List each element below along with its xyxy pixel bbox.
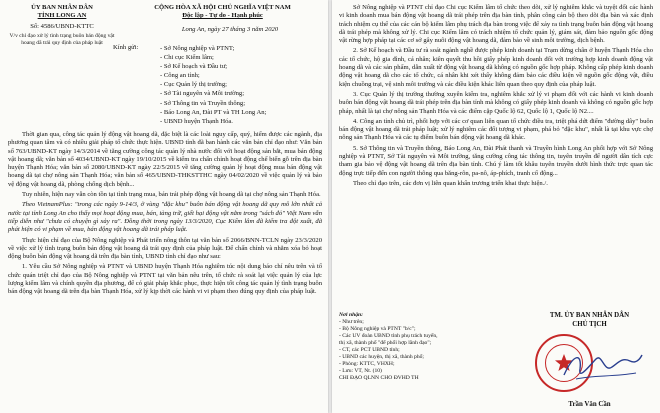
signature-role1: TM. ỦY BAN NHÂN DÂN	[549, 312, 630, 319]
date-line: Long An, ngày 27 tháng 3 năm 2020	[181, 26, 279, 33]
body-paragraph: Thực hiện chỉ đạo của Bộ Nông nghiệp và Phát triển nông thôn tại văn bản số 2066/BNN-TCLN ngày 23/3/2020 về việc xử lý tình trạng buôn bán động vật hoang dã trái quy định của pháp luật. Để chấn chỉnh và nhằm xóa bỏ hoạt động buôn bán động vật hoang dã trên địa bàn tỉnh, UBND tỉnh chỉ đạo như sau:	[8, 236, 322, 261]
nation-line2: Độc lập - Tự do - Hạnh phúc	[182, 12, 263, 20]
recipient-item: - Cục Quản lý thị trường;	[160, 81, 227, 89]
body-paragraph: 1. Yêu cầu Sở Nông nghiệp và PTNT và UBND huyện Thạnh Hóa nghiêm túc nội dung báo chí nêu trên và tổ chức quán triệt chỉ đạo của Bộ Nông nghiệp và PTNT tại văn bản nêu trên, tổ chức rà soát lại việc quản lý của lực lượng kiểm lâm và chính quyền địa phương, để có giải pháp khắc phục, thực hiện tốt công tác quản lý tình trạng buôn bán động vật hoang dã trên địa bàn Thạnh Hóa, xử lý kịp thời các hành vi vi phạm theo đúng quy định của pháp luật.	[8, 263, 322, 296]
distribution-item: - CT, các PCT UBND tỉnh;	[339, 347, 400, 353]
recipients-list	[160, 44, 325, 126]
distribution-item: - UBND các huyện, thị xã, thành phố;	[339, 354, 424, 360]
recipient-item: - Sở Thông tin và Truyền thông;	[160, 99, 246, 107]
recipient-item: - Báo Long An, Đài PT và TH Long An;	[160, 108, 267, 116]
org-name-line1: ỦY BAN NHÂN DÂN	[31, 4, 93, 11]
distribution-item: - Lưu: VT, Nt. (10)	[339, 368, 382, 374]
body-paragraph: 4. Công an tỉnh chủ trì, phối hợp với các cơ quan liên quan tổ chức điều tra, triệt phá dứt điểm "đường dây" buôn bán động vật hoang dã trái pháp luật; xử lý nghiêm các đối tượng vi phạm, phá bỏ "đặc khu", nhất là tại khu vực chợ nông sản Thạnh Hóa và các tụ điểm buôn bán động vật hoang dã khác.	[339, 117, 653, 142]
body-paragraph: 5. Sở Thông tin và Truyền thông, Báo Long An, Đài Phát thanh và Truyền hình Long An phối hợp với Sở Nông nghiệp và PTNT, Sở Tài nguyên và Môi trường, tăng cường công tác thông tin, tuyên truyền để người dân tích cực tham gia bảo vệ động vật hoang dã trên địa bàn tỉnh. Chú ý làm tốt khâu tuyên truyền dưới hình thức trực quan tác động trực tiếp đến con người thông qua băng-rôn, pa-nô, áp-phích, tranh cổ động...	[339, 144, 653, 177]
issuing-org	[6, 4, 118, 21]
org-name-line2: TỈNH LONG AN	[37, 12, 87, 20]
recipient-item: - Sở Tài nguyên và Môi trường;	[160, 90, 245, 98]
signature-role2: CHỦ TỊCH	[572, 320, 607, 328]
handwritten-signature	[560, 345, 644, 387]
nation-line1: CỘNG HÒA XÃ HỘI CHỦ NGHĨA VIỆT NAM	[154, 4, 291, 11]
document-page-2	[332, 0, 660, 413]
recipient-distribution	[339, 312, 509, 382]
body-paragraph-quote: Theo VietnamPlus: "trong các ngày 9-14/3, ở vùng "đặc khu" buôn bán động vật hoang dã quy mô lớn nhất cả nước tại tỉnh Long An cho thấy mọi hoạt động mua, bán, tàng trữ, giết hại động vật nằm trong "sách đỏ" Việt Nam vẫn tiếp diễn như "chưa có chuyện gì xảy ra". Đồng thời trong ngày 13/3/2020, Cục Kiểm lâm đã kiểm tra đột xuất, đã phát hiện có vi phạm về mua, bán động vật hoang dã trái pháp luật.	[8, 201, 322, 234]
national-header	[120, 4, 325, 21]
recipients-lead: Kính gửi:	[113, 44, 139, 51]
distribution-item: - Bộ Nông nghiệp và PTNT "b/c";	[339, 326, 416, 332]
subject-line: V/v chỉ đạo xử lý tình trạng buôn bán động vật hoang dã trái quy định của pháp luật	[9, 33, 115, 46]
signature-icon	[560, 345, 644, 387]
body-paragraph: Tuy nhiên, hiện nay vẫn còn tồn tại tình trạng mua, bán trái phép động vật hoang dã tại chợ nông sản Thạnh Hóa.	[22, 191, 321, 199]
body-paragraph: 3. Cục Quản lý thị trường thường xuyên kiểm tra, nghiêm khắc xử lý vi phạm đối với các hành vi kinh doanh buôn bán động vật hoang dã trái phép trên địa bàn tỉnh mà không có giấy phép kinh doanh và không có nguồn gốc hợp pháp, nhất là tại chợ nông sản Thạnh Hóa và các điểm cặp Quốc lộ 62, Quốc lộ 1, Quốc lộ N2....	[339, 90, 653, 115]
body-paragraph: Sở Nông nghiệp và PTNT chỉ đạo Chi cục Kiểm lâm tổ chức theo dõi, xử lý nghiêm khắc và tuyệt đối các hành vi kinh doanh mua bán động vật hoang dã trái phép trên địa bàn tỉnh, phân công cán bộ theo dõi địa bàn và xác định trách nhiệm cụ thể của các cán bộ kiểm lâm phụ trách địa bàn trong việc để xảy ra tình trạng buôn bán động vật hoang dã trái phép mà không xử lý. Chi cục Kiểm lâm có trách nhiệm tổ chức quản lý, giám sát, đảm bảo nguồn gốc động vật rừng hợp pháp tại các cơ sở gây nuôi động vật hoang dã, đảm bảo về sinh môi trường, dịch bệnh.	[339, 4, 653, 45]
signer-name: Trần Văn Cần	[568, 401, 611, 408]
body-paragraph: Thời gian qua, công tác quản lý động vật hoang dã, đặc biệt là các loài nguy cấp, quý, hiếm được các ngành, địa phương quan tâm và có nhiều giải pháp tổ chức thực hiện. UBND tỉnh đã ban hành các văn bản chỉ đạo như: Văn bản số 763/UBND-KT ngày 14/3/2014 về tăng cường công tác quản lý nhà nước đối với hoạt động sản bắt, mua bán động vật hoang dã; văn bản số 4034/UBND-KT ngày 19/10/2015 về kiểm tra chấn chỉnh hoạt động chế biến gỗ trên địa bàn huyện Thạnh Hóa; văn bản số 2080/UBND-KT ngày 22/5/2015 về tăng cường quản lý hoạt động mua bán động vật hoang dã tại chợ nông sản Thạnh Hóa; văn bản số 465/UBND-THKSTTHC ngày 04/02/2020 về việc quản lý và bảo vệ động vật hoang dã, phòng chống dịch bệnh...	[8, 131, 322, 188]
distribution-title: Nơi nhận:	[339, 312, 363, 318]
body-right	[339, 4, 653, 190]
body-left	[8, 131, 322, 299]
distribution-item: - Phòng: KTTC, VHXH;	[339, 361, 395, 367]
distribution-item: - Các UV đoàn UBND tỉnh phụ trách tuyến,	[339, 333, 438, 339]
recipient-item: - UBND huyện Thạnh Hóa.	[160, 117, 233, 125]
body-paragraph-closing: Theo chỉ đạo trên, các đơn vị liên quan khẩn trương triển khai thực hiện./.	[353, 179, 548, 187]
recipient-item: - Sở Nông nghiệp và PTNT;	[160, 45, 235, 52]
recipient-item: - Công an tỉnh;	[160, 72, 200, 80]
recipient-item: - Sở Kế hoạch và Đầu tư;	[160, 63, 228, 71]
distribution-item: thị xã, thành phố "để phối hợp lãnh đạo";	[339, 340, 432, 346]
distribution-item: CHI ĐẠO QLNN CHO ĐVHD TH	[339, 375, 419, 381]
signature-block	[522, 312, 657, 329]
doc-number: Số: 4586/UBND-KTTC	[30, 23, 94, 30]
recipient-item: - Chi cục Kiểm lâm;	[160, 54, 214, 62]
distribution-item: - Như trên;	[339, 319, 364, 325]
body-paragraph: 2. Sở Kế hoạch và Đầu tư rà soát ngành nghề được phép kinh doanh tại Trạm dừng chân ở huyện Thạnh Hóa cho các tổ chức, hộ gia đình, cá nhân; kiên quyết thu hồi giấy phép kinh doanh đối với trường hợp kinh doanh động vật hoang dã và các sản phẩm, dẫn xuất từ động vật hoang dã không có nguồn gốc hợp pháp. Không cấp phép kinh doanh động vật hoang dã cho các tổ chức, cá nhân khi xét thấy không đảm bảo các điều kiện về nguồn gốc động vật, điều kiện chuồng trại, vệ sinh môi trường và các điều kiện khác liên quan theo quy định của pháp luật.	[339, 47, 653, 88]
document-page-1	[0, 0, 328, 413]
